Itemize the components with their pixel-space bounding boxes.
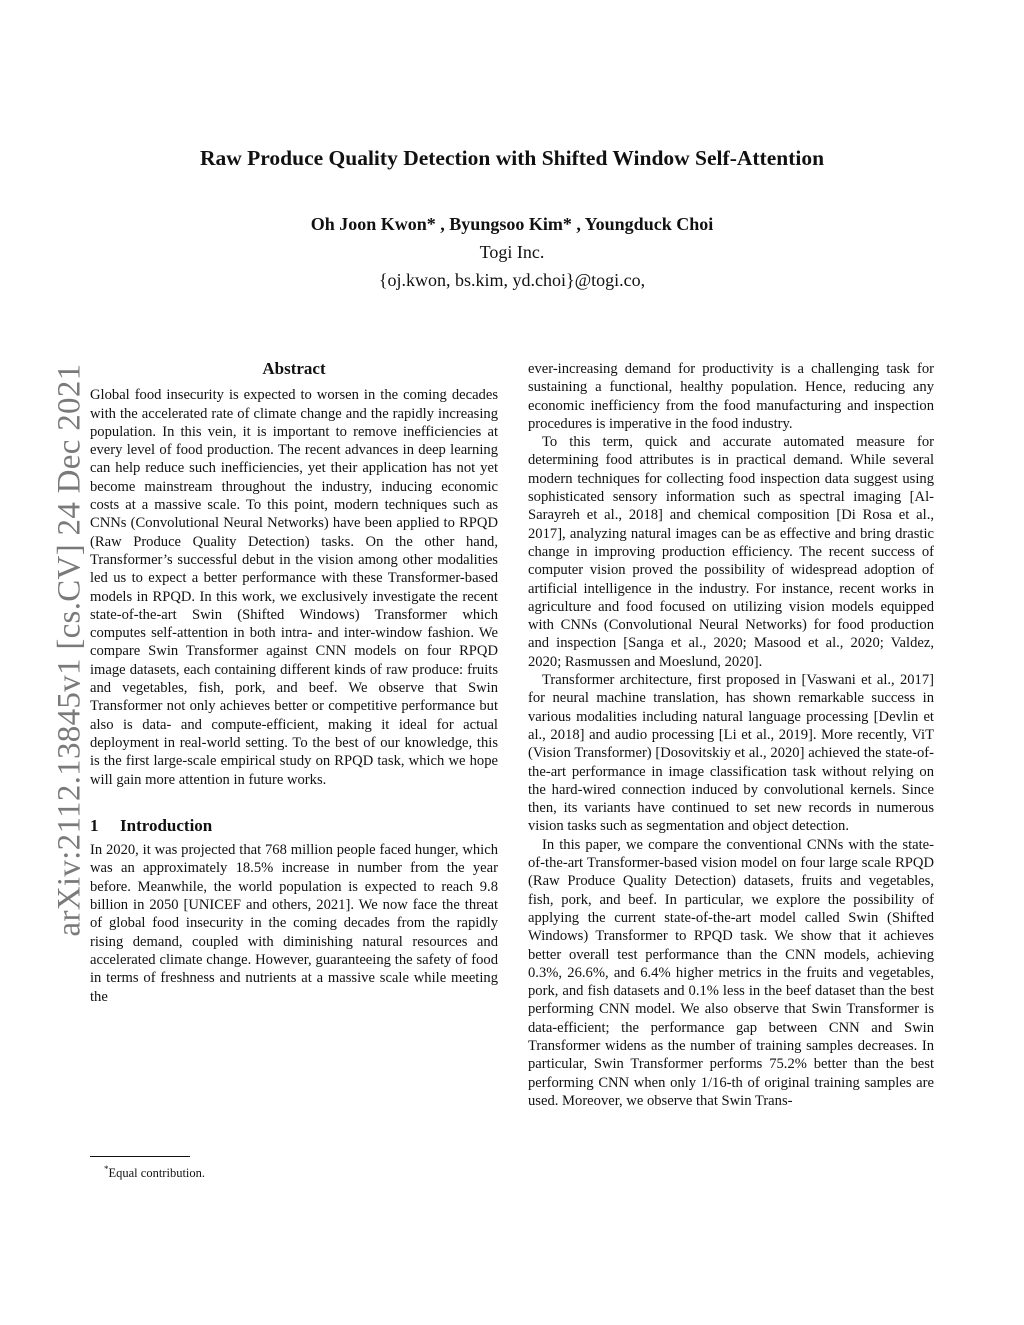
footnote-divider <box>90 1156 190 1157</box>
author-block <box>0 210 1024 294</box>
email-line: {oj.kwon, bs.kim, yd.choi}@togi.co, <box>378 270 646 290</box>
arxiv-identifier: arXiv:2112.13845v1 [cs.CV] 24 Dec 2021 <box>51 363 88 937</box>
intro-paragraph-1: In 2020, it was projected that 768 million people faced hunger, which was an approximately 18.5% increase in number from the year before. Meanwhile, the world population is expected to reach 9.8 billion in 2050 [UNICEF and others, 2021]. We now face the threat of global food insecurity in the coming decades from the rapidly rising demand, coupled with diminishing natural resources and accelerated climate change. However, guaranteeing the safety of food in terms of freshness and nutrients at a massive scale while meeting the <box>90 842 498 1005</box>
left-column <box>90 360 498 1006</box>
right-paragraph-4: In this paper, we compare the conventional CNNs with the state-of-the-art Transformer-based vision model on four large scale RPQD (Raw Produce Quality Detection) datasets, fruits and vegetables, fish, pork, and beef. In particular, we explore the possibility of applying the current state-of-the-art model called Swin (Shifted Windows) Transformer to RPQD task. We show that it achieves better overall test performance than the CNN models, achieving 0.3%, 26.6%, and 6.4% higher metrics in the fruits and vegetables, pork, and fish datasets and 0.1% less in the beef dataset than the best performing CNN model. We also observe that Swin Transformer is data-efficient; the performance gap between CNN and Swin Transformer widens as the number of training samples decreases. In particular, Swin Transformer performs 75.2% better than the best performing CNN when only 1/16-th of original training samples are used. Moreover, we observe that Swin Trans- <box>528 836 934 1109</box>
section-title: Introduction <box>120 815 213 835</box>
abstract-heading: Abstract <box>262 359 326 378</box>
footnote-marker: * <box>104 1164 109 1174</box>
footnote-text: Equal contribution. <box>108 1166 206 1181</box>
introduction-heading <box>90 817 498 835</box>
abstract-text: Global food insecurity is expected to worsen in the coming decades with the accelerated rate of climate change and the rapidly increasing population. In this vein, it is important to remove inefficiencies at every level of food production. The recent advances in deep learning can help reduce such inefficiencies, yet their application has not yet become mainstream throughout the industry, inducing economic costs at a massive scale. To this point, modern techniques such as CNNs (Convolutional Neural Networks) have been applied to RPQD (Raw Produce Quality Detection) tasks. On the other hand, Transformer’s successful debut in the vision among other modalities led us to expect a better performance with these Transformer-based models in RPQD. In this work, we exclusively investigate the recent state-of-the-art Swin (Shifted Windows) Transformer which computes self-attention in both intra- and inter-window fashion. We compare Swin Transformer against CNN models on four RPQD image datasets, each containing different kinds of raw produce: fruits and vegetables, fish, pork, and beef. We observe that Swin Transformer not only achieves better or competitive performance but also is data- and compute-efficient, making it ideal for actual deployment in real-world setting. To the best of our knowledge, this is the first large-scale empirical study on RPQD task, which we hope will gain more attention in future works. <box>90 387 498 788</box>
section-number: 1 <box>90 815 99 835</box>
affiliation: Togi Inc. <box>479 242 545 262</box>
right-column <box>528 360 934 1110</box>
author-names: Oh Joon Kwon* , Byungsoo Kim* , Youngduck Choi <box>310 214 714 234</box>
right-paragraph-2: To this term, quick and accurate automated measure for determining food attributes is in practical demand. While several modern techniques for collecting food inspection data suggest using sophisticated sensory information such as spectral imaging [Al-Sarayreh et al., 2018] and chemical composition [Di Rosa et al., 2017], analyzing natural images can be as effective and bring drastic change in improving production efficiency. The recent success of computer vision proved the possibility of widespread adoption of artificial intelligence in the industry. For instance, recent works in agriculture and food focused on utilizing vision models equipped with CNNs (Convolutional Neural Networks) for food production and inspection [Sanga et al., 2020; Masood et al., 2020; Valdez, 2020; Rasmussen and Moeslund, 2020]. <box>528 434 934 670</box>
right-paragraph-1: ever-increasing demand for productivity is a challenging task for sustaining a functional, healthy population. Hence, reducing any economic inefficiency from the food manufacturing and inspection procedures is imperative in the food industry. <box>528 361 934 432</box>
footnote <box>104 1161 205 1181</box>
right-paragraph-3: Transformer architecture, first proposed in [Vaswani et al., 2017] for neural machine translation, has shown remarkable success in various modalities including natural language processing [Devlin et al., 2018] and audio processing [Li et al., 2019]. More recently, ViT (Vision Transformer) [Dosovitskiy et al., 2020] achieved the state-of-the-art performance in image classification task without relying on the hard-wired connection induced by convolutional kernels. Since then, its variants have continued to set new records in numerous vision tasks such as segmentation and object detection. <box>528 672 934 835</box>
paper-title: Raw Produce Quality Detection with Shifted Window Self-Attention <box>199 146 825 170</box>
